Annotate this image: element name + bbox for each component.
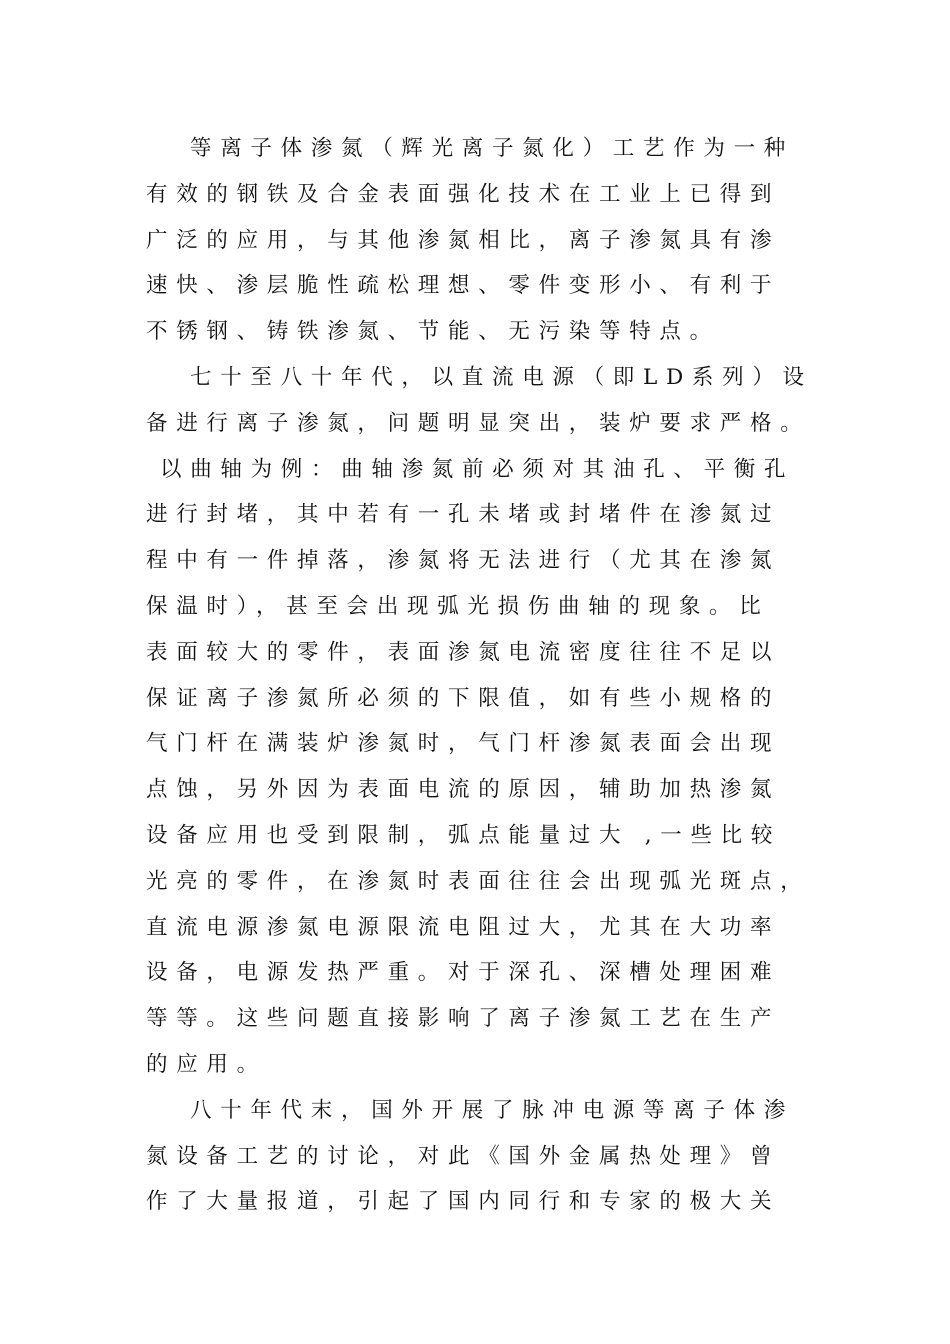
text-line: 进行封堵，其中若有一孔未堵或封堵件在渗氮过 — [146, 502, 781, 528]
text-line: 以曲轴为例：曲轴渗氮前必须对其油孔、平衡孔 — [160, 456, 795, 482]
body-text — [146, 126, 846, 1225]
text-line: 有效的钢铁及合金表面强化技术在工业上已得到 — [146, 181, 781, 207]
text-line: 点蚀，另外因为表面电流的原因，辅助加热渗氮 — [146, 777, 781, 803]
text-line: 速快、渗层脆性疏松理想、零件变形小、有利于 — [146, 273, 781, 299]
text-line: 作了大量报道，引起了国内同行和专家的极大关 — [146, 1189, 781, 1215]
text-line: 的应用。 — [146, 1051, 267, 1077]
text-line: 七十至八十年代，以直流电源（即LD系列）设 — [190, 364, 813, 390]
text-line: 气门杆在满装炉渗氮时，气门杆渗氮表面会出现 — [146, 731, 781, 757]
text-line: 保证离子渗氮所必须的下限值，如有些小规格的 — [146, 685, 781, 711]
text-line: 设备，电源发热严重。对于深孔、深槽处理困难 — [146, 960, 781, 986]
text-line: 广泛的应用，与其他渗氮相比，离子渗氮具有渗 — [146, 227, 781, 253]
text-line: 光亮的零件，在渗氮时表面往往会出现弧光斑点， — [146, 868, 811, 894]
text-line: 直流电源渗氮电源限流电阻过大，尤其在大功率 — [146, 914, 781, 940]
text-line: 等离子体渗氮（辉光离子氮化）工艺作为一种 — [190, 136, 795, 161]
text-line: 不锈钢、铸铁渗氮、节能、无污染等特点。 — [146, 319, 720, 345]
text-line: 表面较大的零件，表面渗氮电流密度往往不足以 — [146, 639, 781, 665]
text-line: 八十年代末，国外开展了脉冲电源等离子体渗 — [190, 1097, 795, 1123]
text-line: 设备应用也受到限制，弧点能量过大 ,一些比较 — [146, 822, 782, 848]
text-line: 保温时），甚至会出现弧光损伤曲轴的现象。比 — [146, 593, 770, 619]
text-line: 等等。这些问题直接影响了离子渗氮工艺在生产 — [146, 1006, 781, 1032]
text-line: 程中有一件掉落，渗氮将无法进行（尤其在渗氮 — [146, 548, 781, 574]
text-line: 备进行离子渗氮，问题明显突出，装炉要求严格。 — [146, 410, 811, 436]
text-line: 氮设备工艺的讨论，对此《国外金属热处理》曾 — [146, 1143, 781, 1169]
